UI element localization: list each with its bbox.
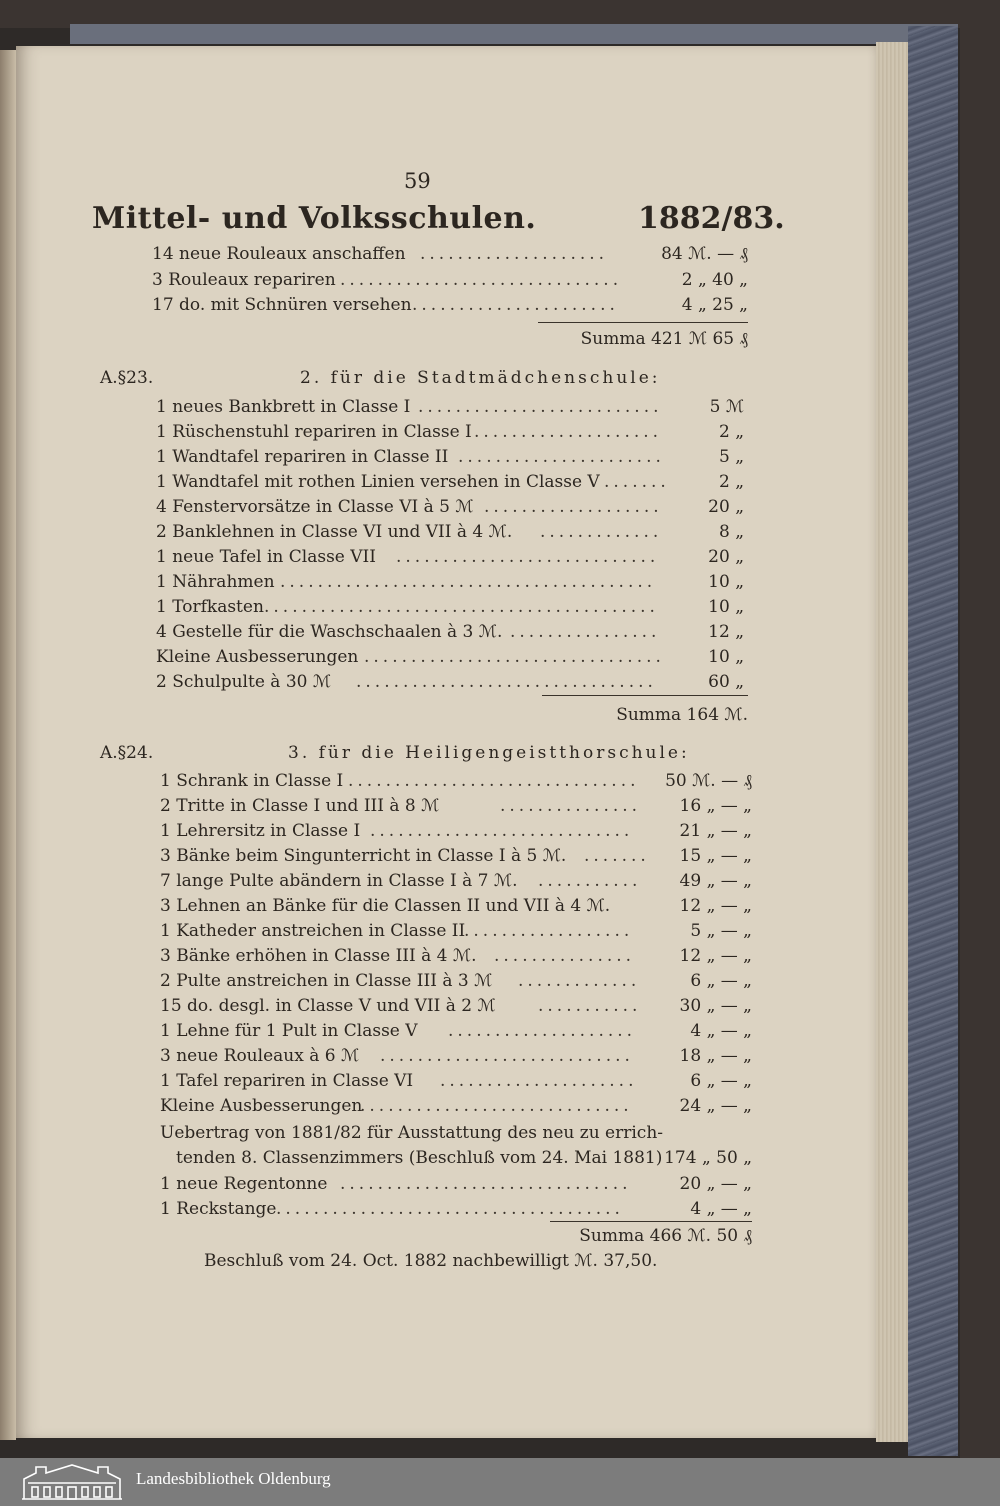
carryover-summa: Summa 421 ℳ 65 ₰ [580, 329, 748, 349]
section-24-item-amount: 15 „ — „ [679, 846, 752, 866]
book-binding [908, 26, 958, 1456]
section-24-item-text: 1 Reckstange [160, 1199, 277, 1219]
leader-dots: ...................... [458, 447, 665, 467]
leader-dots: ....... [604, 472, 670, 492]
section-23-summa: Summa 164 ℳ. [616, 705, 748, 725]
section-24-item-amount: 21 „ — „ [679, 821, 752, 841]
section-23-item-amount: 8 „ [718, 522, 744, 542]
carryover-item-amount: 2 „ 40 „ [681, 270, 748, 290]
section-23-item-text: 1 Wandtafel mit rothen Linien versehen in Classe V [156, 472, 600, 492]
section-24-item-amount: 4 „ — „ [690, 1021, 752, 1041]
section-23-item-text: 4 Gestelle für die Waschschaalen à 3 ℳ. [156, 622, 503, 642]
footnote: Beschluß vom 24. Oct. 1882 nachbewilligt ℳ. 37,50. [204, 1251, 658, 1271]
section-24-item-text: 1 Schrank in Classe I [160, 771, 344, 791]
book-binding-top [70, 24, 958, 44]
library-name: Landesbibliothek Oldenburg [136, 1469, 331, 1488]
section-24-item-amount: 12 „ — „ [679, 896, 752, 916]
section-23-item-amount: 2 „ [718, 472, 744, 492]
carryover-item-text: 3 Rouleaux repariren [152, 270, 336, 290]
section-23-item-amount: 12 „ [708, 622, 744, 642]
section-23-item-amount: 5 „ [718, 447, 744, 467]
section-23-item-amount: 60 „ [708, 672, 744, 692]
section-24-item-text: 1 Tafel repariren in Classe VI [160, 1071, 414, 1091]
leader-dots: ............... [500, 796, 642, 816]
leader-dots: ..................................... [276, 1199, 624, 1219]
section-24-item-text: 15 do. desgl. in Classe V und VII à 2 ℳ [160, 996, 496, 1016]
section-24-item-text: 7 lange Pulte abändern in Classe I à 7 ℳ. [160, 871, 518, 891]
left-page-edge [0, 50, 16, 1440]
section-23-item-amount: 10 „ [708, 572, 744, 592]
section-23-item-text: 2 Banklehnen in Classe VI und VII à 4 ℳ. [156, 522, 513, 542]
section-23-item-amount: 10 „ [708, 597, 744, 617]
section-24-item-amount: 24 „ — „ [679, 1096, 752, 1116]
page-edges [876, 42, 910, 1442]
carryover-item-amount: 4 „ 25 „ [681, 295, 748, 315]
leader-dots: ............................... [340, 1174, 632, 1194]
section-23-title: 2. für die Stadtmädchenschule: [300, 368, 661, 388]
section-23-item-text: 1 Torfkasten [156, 597, 264, 617]
section-24-summa: Summa 466 ℳ. 50 ₰ [579, 1226, 752, 1246]
section-24-item-text: Kleine Ausbesserungen [160, 1096, 363, 1116]
leader-dots: .......................................... [264, 597, 659, 617]
leader-dots: ............................... [348, 771, 640, 791]
leader-dots: ........................... [380, 1046, 634, 1066]
section-23-item-text: Kleine Ausbesserungen [156, 647, 359, 667]
section-23-item-amount: 10 „ [708, 647, 744, 667]
transfer-line-1: Uebertrag von 1881/82 für Ausstattung des neu zu errich- [160, 1123, 664, 1143]
carryover-item-amount: 84 ℳ. — ₰ [661, 244, 748, 264]
section-23-item-amount: 20 „ [708, 497, 744, 517]
section-24-item-text: 3 Lehnen an Bänke für die Classen II und VII à 4 ℳ. [160, 896, 611, 916]
library-building-icon [22, 1463, 122, 1501]
section-23-label: A.§23. [100, 368, 154, 388]
leader-dots: ........... [538, 996, 642, 1016]
section-23-item-amount: 5 ℳ [709, 397, 744, 417]
leader-dots: ............. [540, 522, 663, 542]
section-23-item-text: 4 Fenstervorsätze in Classe VI à 5 ℳ [156, 497, 474, 517]
leader-dots: ................................ [356, 672, 657, 692]
section-24-item-text: 1 neue Regentonne [160, 1174, 328, 1194]
leader-dots: .................. [464, 921, 634, 941]
section-24-item-amount: 30 „ — „ [679, 996, 752, 1016]
section-24-item-amount: 12 „ — „ [679, 946, 752, 966]
leader-dots: ............. [518, 971, 641, 991]
leader-dots: ..................... [440, 1071, 638, 1091]
leader-dots: ............................ [396, 547, 660, 567]
section-24-title: 3. für die Heiligengeistthorschule: [288, 743, 690, 763]
leader-dots: ............................ [370, 821, 634, 841]
leader-dots: .................... [448, 1021, 637, 1041]
section-23-item-amount: 2 „ [718, 422, 744, 442]
section-23-item-text: 1 Rüschenstuhl repariren in Classe I [156, 422, 472, 442]
section-23-item-text: 1 Nährahmen [156, 572, 275, 592]
section-24-item-text: 3 Bänke erhöhen in Classe III à 4 ℳ. [160, 946, 477, 966]
section-24-item-amount: 6 „ — „ [690, 971, 752, 991]
section-24-item-amount: 16 „ — „ [679, 796, 752, 816]
section-24-item-text: 3 Bänke beim Singunterricht in Classe I à 5 ℳ. [160, 846, 567, 866]
leader-dots: ............................. [360, 1096, 633, 1116]
section-24-item-text: 3 neue Rouleaux à 6 ℳ [160, 1046, 360, 1066]
section-24-item-text: 1 Lehrersitz in Classe I [160, 821, 361, 841]
section-24-item-text: 1 Katheder anstreichen in Classe II [160, 921, 466, 941]
sum-rule [550, 1221, 752, 1222]
sum-rule [538, 322, 748, 323]
page-heading: Mittel- und Volksschulen. [92, 201, 537, 236]
section-23-item-amount: 20 „ [708, 547, 744, 567]
section-24-item-amount: 18 „ — „ [679, 1046, 752, 1066]
section-23-item-text: 1 neues Bankbrett in Classe I [156, 397, 411, 417]
section-24-item-amount: 49 „ — „ [679, 871, 752, 891]
leader-dots: ....... [584, 846, 650, 866]
transfer-line-2: tenden 8. Classenzimmers (Beschluß vom 24. Mai 1881) [176, 1148, 663, 1168]
section-23-item-text: 1 Wandtafel repariren in Classe II [156, 447, 449, 467]
section-24-item-text: 2 Tritte in Classe I und III à 8 ℳ [160, 796, 440, 816]
leader-dots: .............................. [340, 270, 623, 290]
sum-rule [542, 695, 748, 696]
leader-dots: ........................................ [280, 572, 657, 592]
leader-dots: ................... [484, 497, 663, 517]
leader-dots: ................................ [364, 647, 665, 667]
section-24-item-text: 2 Pulte anstreichen in Classe III à 3 ℳ [160, 971, 493, 991]
page-number: 59 [404, 169, 431, 193]
transfer-amount: 174 „ 50 „ [664, 1148, 752, 1168]
leader-dots: ........... [538, 871, 642, 891]
leader-dots: .................... [420, 244, 609, 264]
carryover-item-text: 17 do. mit Schnüren versehen [152, 295, 412, 315]
leader-dots: .......................... [418, 397, 663, 417]
section-24-item-amount: 20 „ — „ [679, 1174, 752, 1194]
section-24-item-amount: 50 ℳ. — ₰ [665, 771, 752, 791]
carryover-item-text: 14 neue Rouleaux anschaffen [152, 244, 406, 264]
section-24-label: A.§24. [100, 743, 154, 763]
page-year: 1882/83. [638, 201, 785, 236]
leader-dots: ................ [510, 622, 661, 642]
section-23-item-text: 1 neue Tafel in Classe VII [156, 547, 376, 567]
leader-dots: ............... [494, 946, 636, 966]
leader-dots: .................... [474, 422, 663, 442]
section-24-item-amount: 5 „ — „ [690, 921, 752, 941]
section-24-item-amount: 6 „ — „ [690, 1071, 752, 1091]
section-24-item-text: 1 Lehne für 1 Pult in Classe V [160, 1021, 418, 1041]
section-23-item-text: 2 Schulpulte à 30 ℳ [156, 672, 332, 692]
section-24-item-amount: 4 „ — „ [690, 1199, 752, 1219]
leader-dots: ...................... [412, 295, 619, 315]
